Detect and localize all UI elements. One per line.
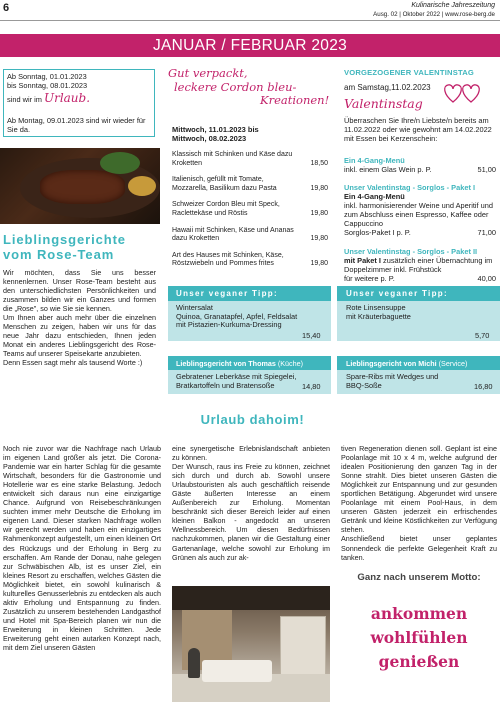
valentine-date-value: 11.02.2023 — [391, 83, 431, 92]
menu-item — [172, 151, 328, 168]
favourites-title-line2: vom Rose-Team — [3, 247, 115, 262]
vacation-line-4: Ab Montag, 09.01.2023 sind wir wieder für Sie da. — [7, 116, 146, 135]
thomas-header-text — [176, 359, 303, 368]
michi-header-role: (Service) — [438, 359, 468, 368]
menu-item-price: 19,80 — [310, 260, 328, 268]
thomas-dish — [176, 373, 296, 390]
person-shape — [188, 648, 200, 678]
article-col-2: eine synergetische Erlebnislandschaft anbieten zu können. Der Wunsch, raus ins Freie zu können, zeichnet sich durch und durch ab. Sowohl unsere Urlaubstouristen als auch geschäftlich reisende Gäste äußerten Interesse an einem Außenbereich zur Erholung. Momentan beschränkt sich dieser Bereich leider auf einen kleinen Balkon - angedockt an unseren Wellnessbereich. Um diesen Bedürfnissen nachzukommen, planen wir die Gestaltung einer Gartenanlage, welche sowohl zur Erholung im Grünen als auch zur ak- — [172, 444, 330, 562]
michi-price: 16,80 — [474, 382, 493, 391]
michi-line1: Spare-Ribs mit Wedges und — [346, 372, 439, 381]
package-1-title: Unser Valentinstag - Sorglos - Paket I — [344, 183, 476, 192]
ceiling-shape — [172, 586, 330, 610]
package-1-text: inkl. harmonisierender Weine und Aperitif und zum Abschluss einen Espresso, Kaffee oder Cappuccino — [344, 201, 493, 228]
cordon-dates — [172, 125, 259, 143]
vegan-1-line3: mit Pistazien-Kurkuma-Dressing — [176, 320, 282, 330]
masthead: Kulinarische Jahreszeitung — [411, 2, 495, 9]
package-2-text-wrap — [344, 256, 496, 274]
package-2-title: Unser Valentinstag - Sorglos - Paket II — [344, 247, 478, 256]
vacation-prefix: sind wir im — [7, 95, 42, 104]
cordon-menu — [172, 151, 328, 273]
menu-item-price: 18,50 — [310, 159, 328, 167]
valentine-package-1 — [344, 183, 496, 237]
room-photo — [172, 586, 330, 702]
article-title: Urlaub dahoim! — [200, 412, 305, 427]
menu-item-price: 19,80 — [310, 235, 328, 243]
vegan-tip-2-price: 5,70 — [475, 331, 490, 340]
menu-item — [172, 176, 328, 193]
michi-header-prefix: Lieblingsgericht von Michi — [346, 359, 437, 368]
vacation-line-3 — [7, 91, 91, 105]
valentine-menu-price: 51,00 — [477, 165, 496, 174]
valentine-menu — [344, 156, 496, 174]
steak-shape — [40, 170, 125, 204]
menu-item-price: 19,80 — [310, 209, 328, 217]
package-2-price: 40,00 — [477, 274, 496, 283]
vegan-tip-1-price: 15,40 — [302, 331, 321, 340]
motto-line-1: ankommen — [370, 604, 468, 623]
page-number: 6 — [3, 2, 10, 14]
banner-title: JANUAR / FEBRUAR 2023 — [152, 37, 348, 54]
valentine-kicker: VORGEZOGENER VALENTINSTAG — [344, 68, 475, 77]
thomas-line2: Bratkartoffeln und Bratensoße — [176, 380, 275, 390]
vegan-tip-2-header-text: Unser veganer Tipp: — [346, 289, 448, 298]
cordon-script-2: leckere Cordon bleu- — [174, 79, 297, 94]
cabinet-shape — [280, 616, 326, 676]
issue-line: Ausg. 02 | Oktober 2022 | www.rose-berg.de — [373, 11, 495, 18]
vegan-tip-2-dish — [346, 304, 411, 321]
valentine-script: Valentinstag — [344, 96, 423, 111]
motto-line-2: wohlfühlen — [370, 628, 468, 647]
bed-shape — [202, 660, 272, 682]
valentine-menu-row — [344, 165, 496, 174]
thomas-line1: Gebratener Leberkäse mit Spiegelei, — [176, 372, 297, 381]
article-col-1: Noch nie zuvor war die Nachfrage nach Urlaub im eigenen Land größer als jetzt. Die Corona-Pandemie war ein harter Schlag für die gesamte Wirtschaft, besonders für die Gastronomie und Hotellerie war es eine starke Belastung. Jedoch entwickelt sich daraus nun eine einzigartige Chance. Aufgrund von Reisebeschränkungen suchten immer mehr Deutsche die Erholung im eigenen Land. Dieser starken Nachfrage wollen wir gerecht werden und haben ein einzigartiges Rahmenkonzept aufgestellt, um einen kleinen Ort des Rückzugs und der Erholung in Berg zu erschaffen. Am Rande der Donau, nahe gelegen zur Schwäbischen Alb, ist es unser Ziel, ein kleines Resort zu erschaffen, welches Gästen die Möglichkeit bietet, ein sowohl kulinarisch & kulturelles Genusserlebnis zu entdecken als auch aktiv Erholung und Entspannung zu finden. Zusätzlich zu unserem bestehenden Landgasthof und Hotel mit Spa-Bereich planen wir nun die Erweiterung in kleinen Schritten. Jede Erweiterung geht einen autarken Konzept nach, mit dem Ziel unseren Gästen — [3, 444, 161, 653]
michi-dish — [346, 373, 438, 390]
menu-item-price: 19,80 — [310, 184, 328, 192]
package-2-text-bold: mit Paket I — [344, 256, 381, 265]
vacation-line-2: bis Sonntag, 08.01.2023 — [7, 81, 88, 90]
article-col-3: tiven Regeneration dienen soll. Geplant ist eine Poolanlage mit 10 x 4 m, welche aufgrund der idealen Positionierung den ganzen Tag in der Sonne strahlt. Dies bietet unseren Gästen die Möglichkeit zur Entspannung und zur gesunden sportlichen Betätigung. Abgerundet wird unsere Poolanlage mit einem Pool-Haus, in dem unseren Gästen jederzeit ein erfrischendes Getränk und kleine Köstlichkeiten zur Verfügung stehen. Anschließend bietet unser geplantes Sonnendeck die perfekte Gelegenheit Kraft zu tanken. — [341, 444, 497, 562]
michi-header-text — [346, 359, 467, 368]
package-2-row — [344, 274, 496, 283]
valentine-menu-line1: Ein 4-Gang-Menü — [344, 156, 405, 165]
vegan-2-line1: Rote Linsensuppe — [346, 303, 406, 312]
hearts-icon — [441, 81, 489, 105]
favourites-text: Wir möchten, dass Sie uns besser kennenlernen. Unser Rose-Team besteht aus den unterschiedlichsten Persönlichkeiten und zusammen bilden wir ein Ganzes und formen die „Rose", so wie Sie sie kennen. Um Ihnen aber auch mehr über die einzelnen Menschen zu zeigen, haben wir uns für das neue Jahr dazu entschieden, Ihnen jeden Monat ein anderes Lieblingsgericht des Rose-Teams auf unserer Speisekarte anzubieten. Denn Essen sagt mehr als tausend Worte :) — [3, 268, 156, 368]
cordon-script — [168, 67, 333, 108]
menu-item-text: Italienisch, gefüllt mit Tomate, Mozzarella, Basilikum dazu Pasta — [172, 176, 277, 192]
thomas-header-prefix: Lieblingsgericht von Thomas — [176, 359, 276, 368]
valentine-menu-line2: inkl. einem Glas Wein p. P. — [344, 165, 432, 174]
cordon-script-1: Gut verpackt, — [168, 66, 248, 80]
menu-item — [172, 227, 328, 244]
vegan-tip-1-header-text: Unser veganer Tipp: — [176, 289, 278, 298]
vegan-tip-1-dish — [176, 304, 297, 330]
cordon-date-2: Mittwoch, 08.02.2023 — [172, 134, 247, 143]
valentine-package-2 — [344, 247, 496, 283]
package-1-row — [344, 228, 496, 237]
header-rule — [0, 20, 500, 21]
valentine-intro: Überraschen Sie Ihre/n Liebste/n bereits am 11.02.2022 oder wie gewohnt am 14.02.2022 mit Essen bei Kerzenschein: — [344, 116, 492, 143]
menu-item-text: Schweizer Cordon Bleu mit Speck, Raclettekäse und Röstis — [172, 201, 280, 217]
menu-item-text: Klassisch mit Schinken und Käse dazu Kroketten — [172, 151, 293, 167]
package-2-text: zusätzlich einer Übernachtung im Doppelzimmer inkl. Frühstück — [344, 256, 493, 274]
valentine-date — [344, 83, 431, 92]
potato-shape — [128, 176, 156, 196]
thomas-price: 14,80 — [302, 382, 321, 391]
cordon-date-1: Mittwoch, 11.01.2023 bis — [172, 125, 259, 134]
favourites-title-line1: Lieblingsgerichte — [3, 232, 126, 247]
vegan-2-line2: mit Kräuterbaguette — [346, 311, 411, 321]
valentine-date-prefix: am Samstag, — [344, 83, 392, 92]
motto-lines — [341, 602, 497, 674]
motto-line-3: genießen — [378, 652, 460, 671]
package-1-last: Sorglos-Paket I p. P. — [344, 228, 411, 237]
thomas-header-role: (Küche) — [277, 359, 304, 368]
vegan-1-line1: Wintersalat — [176, 303, 213, 312]
motto-heading: Ganz nach unserem Motto: — [357, 572, 481, 583]
package-1-price: 71,00 — [477, 228, 496, 237]
package-2-last: für weitere p. P. — [344, 274, 395, 283]
vacation-line-1: Ab Sonntag, 01.01.2023 — [7, 72, 87, 81]
package-1-line1: Ein 4-Gang-Menü — [344, 192, 405, 201]
cordon-script-3: Kreationen! — [260, 93, 330, 107]
menu-item-text: Hawaii mit Schinken, Käse und Ananas dazu Kroketten — [172, 226, 294, 243]
vegan-1-line2: Quinoa, Granatapfel, Apfel, Feldsalat — [176, 311, 298, 321]
favourites-title — [3, 232, 126, 262]
garnish-shape — [100, 152, 140, 174]
steak-photo — [0, 148, 160, 224]
menu-item — [172, 252, 328, 269]
vacation-script: Urlaub. — [43, 91, 91, 105]
michi-line2: BBQ-Soße — [346, 380, 382, 390]
menu-item — [172, 201, 328, 218]
menu-item-text: Art des Hauses mit Schinken, Käse, Röstzwiebeln und Pommes frites — [172, 251, 284, 268]
